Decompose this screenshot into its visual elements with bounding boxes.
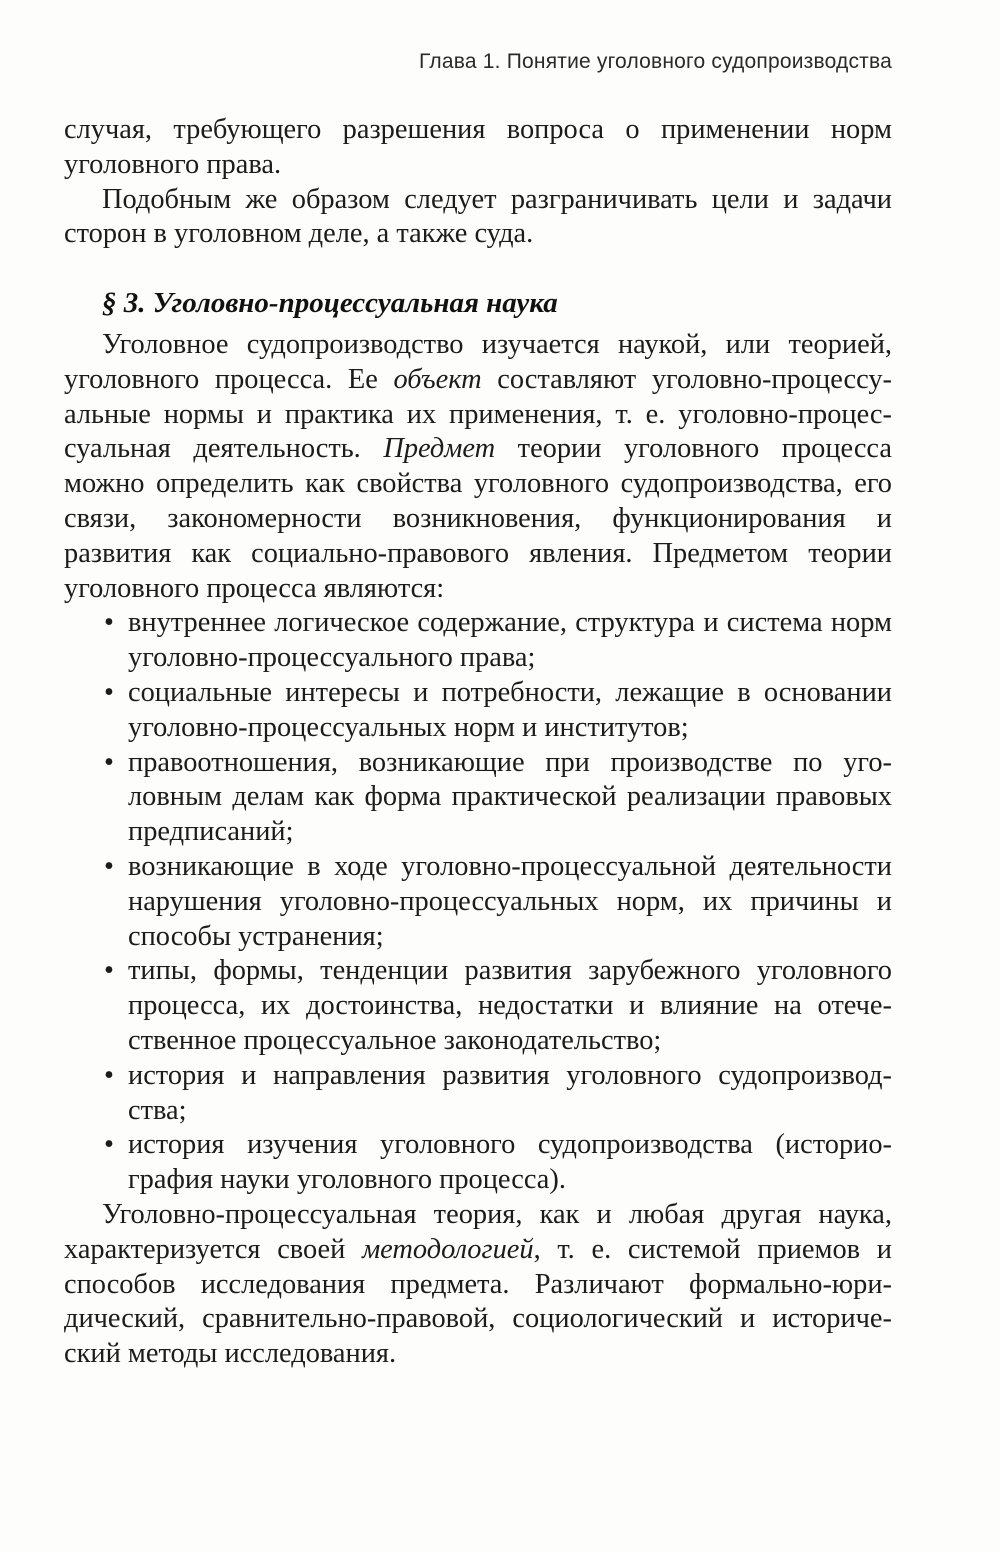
paragraph-science-text-1: Уголовное судопроизводство изучается наукой, или теорией, уголовного процесса. Ее [64,328,892,395]
bullet-marker: • [104,955,114,987]
paragraph-science-text-3: теории уголовного процесса можно определить как свойства уголовного судопроизводства, его связи, закономерности возникновения, функционирования и развития как социально-правового явления. Предметом теории уголовного процесса являются: [64,433,892,604]
page-body [64,113,892,1372]
paragraph-methodology-text-1: Уголовно-процессуальная теория, как и любая другая наука, характеризуется своей [64,1198,892,1265]
list-item-text: правоотношения, возникающие при производстве по уголовным делам как форма практической реализации правовых предписаний; [128,746,892,848]
list-item [64,954,892,1058]
subject-list [64,606,892,1198]
bullet-marker: • [104,607,114,639]
paragraph-science-text-2: составляют уголовно-процессуальные нормы и практика их применения, т. е. уголовно-процессуальная деятельность. [64,363,892,465]
term-methodology: методологией [362,1233,534,1265]
paragraph-science [64,328,892,606]
list-item-text: возникающие в ходе уголовно-процессуальной деятельности нарушения уголовно-процессуальных норм, их причины и способы устранения; [128,850,892,952]
bullet-marker: • [104,746,114,778]
list-item-text: социальные интересы и потребности, лежащие в основании уголовно-процессуальных норм и институтов; [128,676,892,743]
list-item-text: история и направления развития уголовного судопроизводства; [128,1059,892,1126]
term-object: объект [393,363,482,395]
bullet-marker: • [104,676,114,708]
list-item [64,1128,892,1198]
list-item-text: внутреннее логическое содержание, структура и система норм уголовно-процессуального права; [128,607,892,674]
list-item-text: история изучения уголовного судопроизводства (историография науки уголовного процесса). [128,1129,892,1196]
bullet-marker: • [104,1129,114,1161]
paragraph-methodology [64,1198,892,1372]
list-item-text: типы, формы, тенденции развития зарубежного уголовного процесса, их достоинства, недостатки и влияние на отечественное процессуальное законодательство; [128,955,892,1056]
term-subject: Предмет [383,433,496,465]
list-item [64,746,892,850]
running-header: Глава 1. Понятие уголовного судопроизводства [419,50,892,73]
section-heading: § 3. Уголовно-процессуальная наука [102,287,558,320]
bullet-marker: • [104,850,114,882]
list-item [64,676,892,746]
paragraph-methodology-text-2: , т. е. системой приемов и способов исследования предмета. Различают формально-юридический, сравнительно-правовой, социологический и исторический методы исследования. [64,1233,892,1370]
bullet-marker: • [104,1059,114,1091]
list-item [64,850,892,954]
list-item [64,606,892,676]
paragraph-parties: Подобным же образом следует разграничивать цели и задачи сторон в уголовном деле, а также суда. [64,183,892,250]
paragraph-continued: случая, требующего разрешения вопроса о применении норм уголовного права. [64,114,892,180]
list-item [64,1059,892,1129]
